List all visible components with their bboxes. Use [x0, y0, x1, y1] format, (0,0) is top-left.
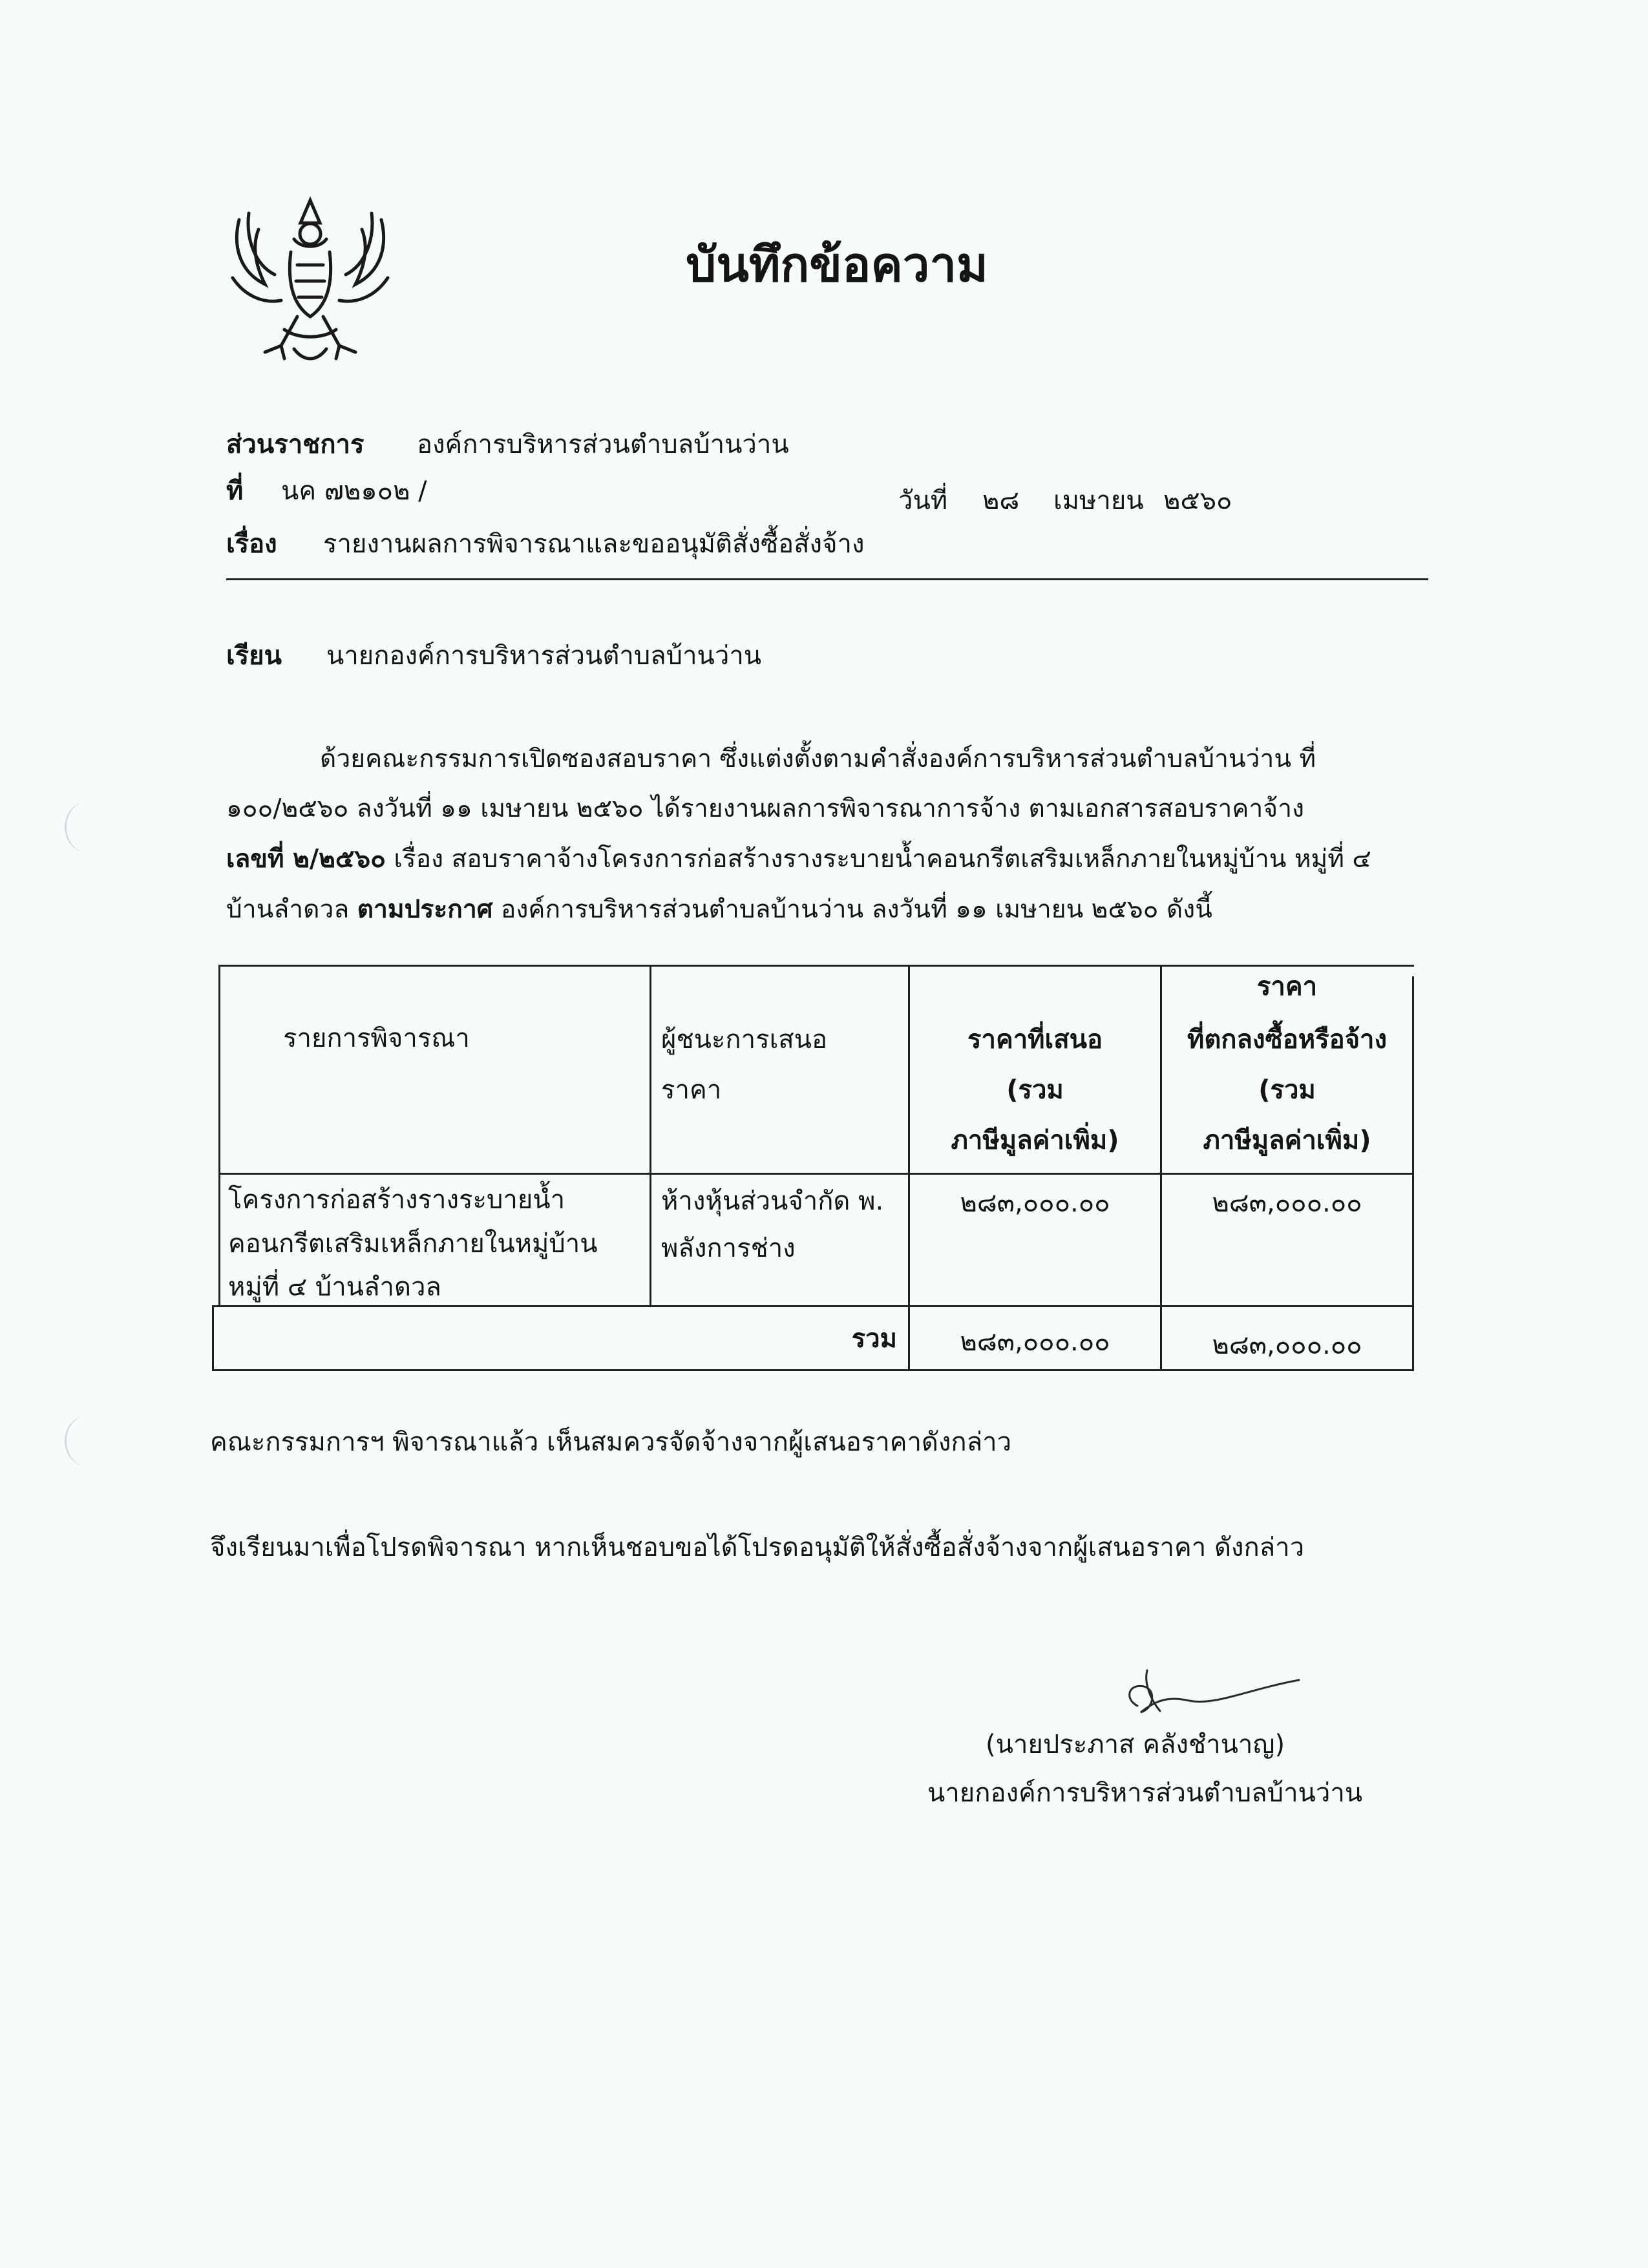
date-month: เมษายน	[1053, 486, 1144, 516]
header-divider	[226, 578, 1428, 580]
signatory-position: นายกองค์การบริหารส่วนตำบลบ้านว่าน	[927, 1778, 1363, 1808]
table-row-item-2: คอนกรีตเสริมเหล็กภายในหมู่บ้าน	[228, 1229, 598, 1259]
table-header-agreed-1: ราคา	[1256, 972, 1318, 1002]
table-border-left-total	[212, 1305, 214, 1371]
table-header-winner-2: ราคา	[661, 1075, 722, 1105]
body-line-4-text-b: องค์การบริหารส่วนตำบลบ้านว่าน ลงวันที่ ๑๑ เมษายน ๒๕๖๐ ดังนี้	[492, 895, 1212, 924]
body-line-4	[226, 897, 1212, 923]
body-line-3	[226, 846, 1371, 872]
table-header-divider	[218, 1173, 1414, 1175]
table-header-offer-3: ภาษีมูลค่าเพิ่ม)	[951, 1126, 1119, 1155]
signatory-name: (นายประภาส คลังชำนาญ)	[986, 1730, 1285, 1759]
page-title: บันทึกข้อความ	[686, 237, 988, 293]
table-total-agreed: ๒๘๓,๐๐๐.๐๐	[1212, 1330, 1362, 1360]
body-line-1: ด้วยคณะกรรมการเปิดซองสอบราคา ซึ่งแต่งตั้งตามคำสั่งองค์การบริหารส่วนตำบลบ้านว่าน ที่	[320, 744, 1316, 773]
table-row-winner-2: พลังการช่าง	[661, 1234, 796, 1263]
table-border-left	[218, 965, 220, 1307]
punch-hole-bottom	[65, 1415, 112, 1467]
table-row-winner-1: ห้างหุ้นส่วนจำกัด พ.	[661, 1186, 884, 1216]
table-col-divider-1	[650, 965, 651, 1307]
closing-line-2: จึงเรียนมาเพื่อโปรดพิจารณา หากเห็นชอบขอได้โปรดอนุมัติให้สั่งซื้อสั่งจ้างจากผู้เสนอราคา ดังกล่าว	[210, 1533, 1305, 1562]
body-line-3-text: เรื่อง สอบราคาจ้างโครงการก่อสร้างรางระบายน้ำคอนกรีตเสริมเหล็กภายในหมู่บ้าน หมู่ที่ ๔	[385, 845, 1371, 874]
agency-label: ส่วนราชการ	[226, 430, 364, 459]
agency-value: องค์การบริหารส่วนตำบลบ้านว่าน	[417, 430, 789, 459]
table-header-winner-1: ผู้ชนะการเสนอ	[661, 1025, 828, 1055]
table-row-item-3: หมู่ที่ ๔ บ้านลำดวล	[228, 1272, 441, 1302]
table-row-agreed: ๒๘๓,๐๐๐.๐๐	[1212, 1188, 1362, 1218]
table-row-offer: ๒๘๓,๐๐๐.๐๐	[960, 1188, 1110, 1218]
to-label: เรียน	[226, 641, 282, 671]
date-day: ๒๘	[982, 486, 1020, 516]
table-header-offer-2: (รวม	[1006, 1075, 1064, 1105]
date-year: ๒๕๖๐	[1163, 486, 1232, 516]
table-header-agreed-3: (รวม	[1258, 1075, 1316, 1105]
table-border-bottom	[212, 1369, 1414, 1371]
ref-label: ที่	[226, 476, 244, 506]
date-label: วันที่	[898, 486, 948, 516]
body-line-3-ref: เลขที่ ๒/๒๕๖๐	[226, 845, 386, 874]
table-header-offer-1: ราคาที่เสนอ	[967, 1025, 1103, 1055]
subject-value: รายงานผลการพิจารณาและขออนุมัติสั่งซื้อสั่งจ้าง	[323, 529, 865, 559]
table-total-offer: ๒๘๓,๐๐๐.๐๐	[960, 1327, 1110, 1357]
table-header-agreed-4: ภาษีมูลค่าเพิ่ม)	[1203, 1126, 1371, 1155]
table-total-label: รวม	[851, 1324, 897, 1354]
bid-result-table	[212, 965, 1414, 1372]
body-line-4-announcement: ตามประกาศ	[357, 895, 493, 924]
punch-hole-top	[65, 801, 112, 853]
body-line-4-text-a: บ้านลำดวล	[226, 895, 357, 924]
handwritten-signature	[1099, 1661, 1305, 1732]
table-header-item: รายการพิจารณา	[283, 1024, 470, 1053]
body-line-2: ๑๐๐/๒๕๖๐ ลงวันที่ ๑๑ เมษายน ๒๕๖๐ ได้รายงานผลการพิจารณาการจ้าง ตามเอกสารสอบราคาจ้าง	[226, 794, 1305, 823]
subject-label: เรื่อง	[226, 529, 277, 559]
to-value: นายกองค์การบริหารส่วนตำบลบ้านว่าน	[326, 641, 762, 671]
ref-value: นค ๗๒๑๐๒ /	[281, 476, 427, 506]
closing-line-1: คณะกรรมการฯ พิจารณาแล้ว เห็นสมควรจัดจ้างจากผู้เสนอราคาดังกล่าว	[210, 1427, 1012, 1457]
table-row-item-1: โครงการก่อสร้างรางระบายน้ำ	[228, 1185, 565, 1215]
table-header-agreed-2: ที่ตกลงซื้อหรือจ้าง	[1187, 1025, 1388, 1055]
